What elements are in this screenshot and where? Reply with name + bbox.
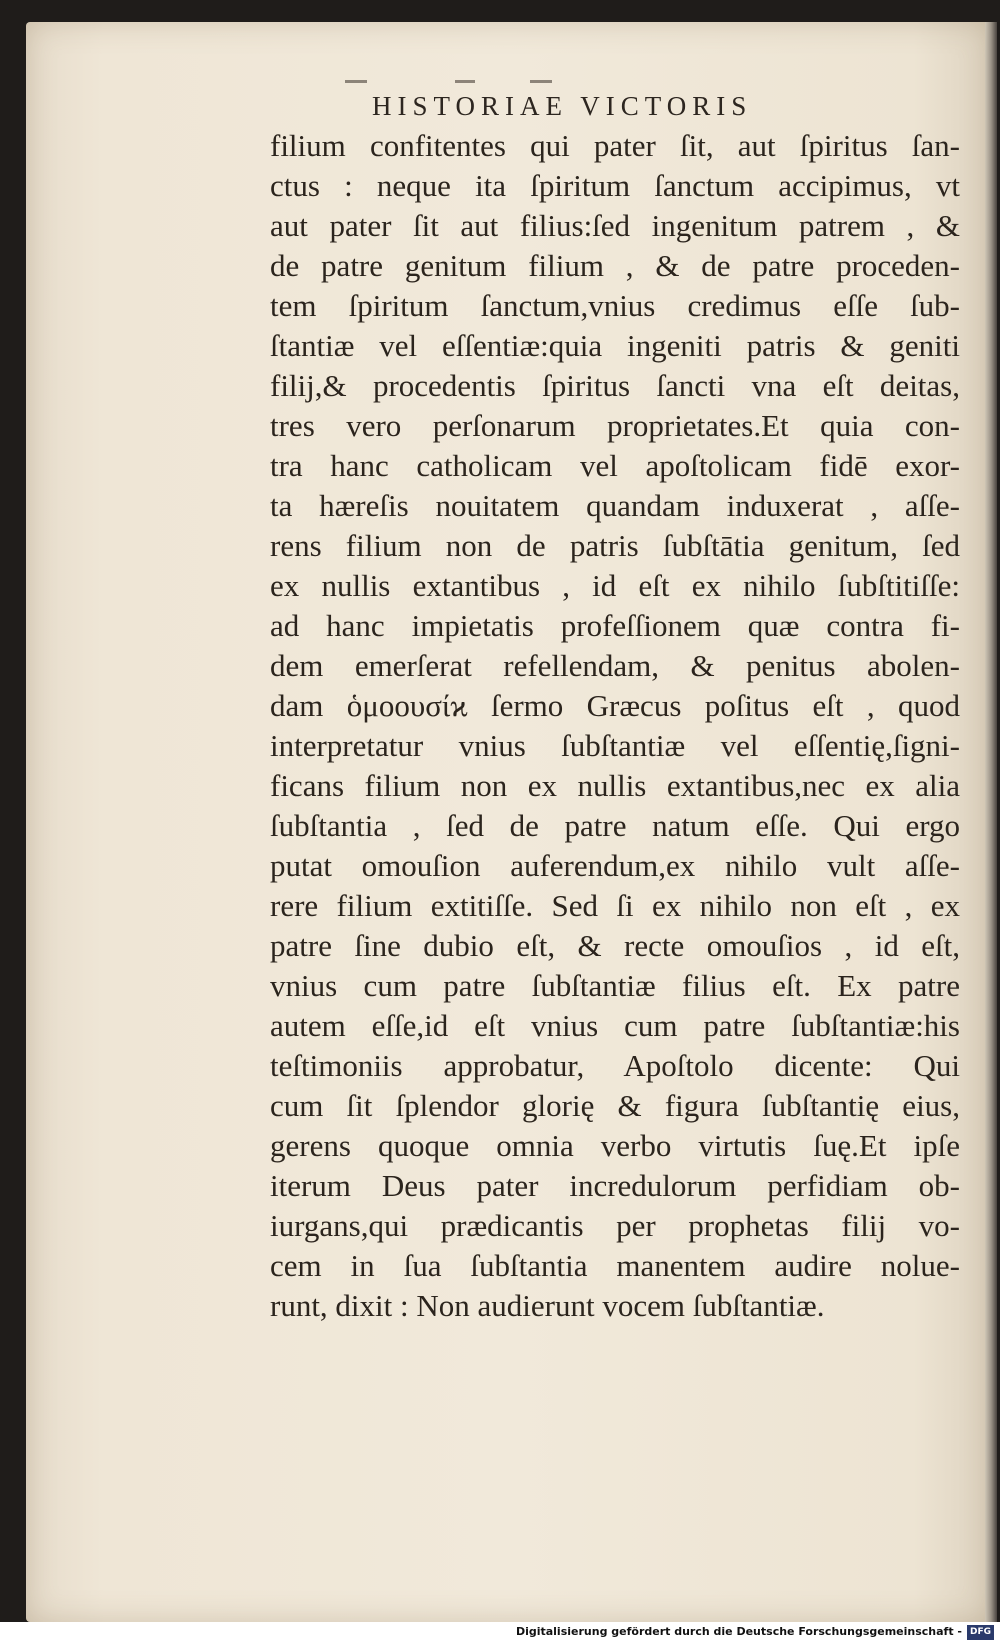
text-line: aut pater ſit aut filius:ſed ingenitum patrem , & xyxy=(270,208,960,243)
funding-notice: Digitalisierung gefördert durch die Deutsche Forschungsgemeinschaft - xyxy=(515,1625,962,1638)
text-line: cum ſit ſplendor glorię & figura ſubſtantię eius, xyxy=(270,1088,960,1123)
text-line: ſtantiæ vel eſſentiæ:quia ingeniti patris & geniti xyxy=(270,328,960,363)
text-line: iurgans,qui prædicantis per prophetas filij vo- xyxy=(270,1208,960,1243)
text-line: tres vero perſonarum proprietates.Et quia con- xyxy=(270,408,960,443)
text-line: gerens quoque omnia verbo virtutis ſuę.Et ipſe xyxy=(270,1128,960,1163)
text-line: putat omouſion auferendum,ex nihilo vult aſſe- xyxy=(270,848,960,883)
text-line: rens filium non de patris ſubſtātia genitum, ſed xyxy=(270,528,960,563)
footer-bar xyxy=(0,1622,1000,1644)
text-line: ad hanc impietatis profeſſionem quæ contra fi- xyxy=(270,608,960,643)
text-line: cem in ſua ſubſtantia manentem audire nolue- xyxy=(270,1248,960,1283)
running-head: HISTORIAE VICTORIS xyxy=(372,91,753,121)
text-line: rere filium extitiſſe. Sed ſi ex nihilo non eſt , ex xyxy=(270,888,960,923)
text-line: vnius cum patre ſubſtantiæ filius eſt. Ex patre xyxy=(270,968,960,1003)
text-line: autem eſſe,id eſt vnius cum patre ſubſtantiæ:his xyxy=(270,1008,960,1043)
text-line: ta hæreſis nouitatem quandam induxerat , aſſe- xyxy=(270,488,960,523)
text-line: ſubſtantia , ſed de patre natum eſſe. Qui ergo xyxy=(270,808,960,843)
head-ornament xyxy=(345,80,367,83)
text-line: tem ſpiritum ſanctum,vnius credimus eſſe ſub- xyxy=(270,288,960,323)
dfg-logo: DFG xyxy=(967,1625,994,1640)
page-edge xyxy=(985,22,997,1622)
text-line: interpretatur vnius ſubſtantiæ vel eſſentię,ſigni- xyxy=(270,728,960,763)
head-ornament xyxy=(530,80,552,83)
text-line: ex nullis extantibus , id eſt ex nihilo ſubſtitiſſe: xyxy=(270,568,960,603)
text-line: ctus : neque ita ſpiritum ſanctum accipimus, vt xyxy=(270,168,960,203)
text-line: runt, dixit : Non audierunt vocem ſubſtantiæ. xyxy=(270,1288,825,1323)
text-line: filij,& procedentis ſpiritus ſancti vna eſt deitas, xyxy=(270,368,960,403)
text-line: patre ſine dubio eſt, & recte omouſios , id eſt, xyxy=(270,928,960,963)
text-line: dem emerſerat refellendam, & penitus abolen- xyxy=(270,648,960,683)
text-line: dam ὁμοουσίϰ ſermo Græcus poſitus eſt , quod xyxy=(270,688,960,723)
text-line: teſtimoniis approbatur, Apoſtolo dicente: Qui xyxy=(270,1048,960,1083)
text-line: filium confitentes qui pater ſit, aut ſpiritus ſan- xyxy=(270,128,960,163)
text-line: iterum Deus pater incredulorum perfidiam ob- xyxy=(270,1168,960,1203)
text-line: ficans filium non ex nullis extantibus,nec ex alia xyxy=(270,768,960,803)
head-ornament xyxy=(455,80,475,83)
text-line: tra hanc catholicam vel apoſtolicam fidē exor- xyxy=(270,448,960,483)
text-line: de patre genitum filium , & de patre proceden- xyxy=(270,248,960,283)
body-text xyxy=(270,126,960,1326)
